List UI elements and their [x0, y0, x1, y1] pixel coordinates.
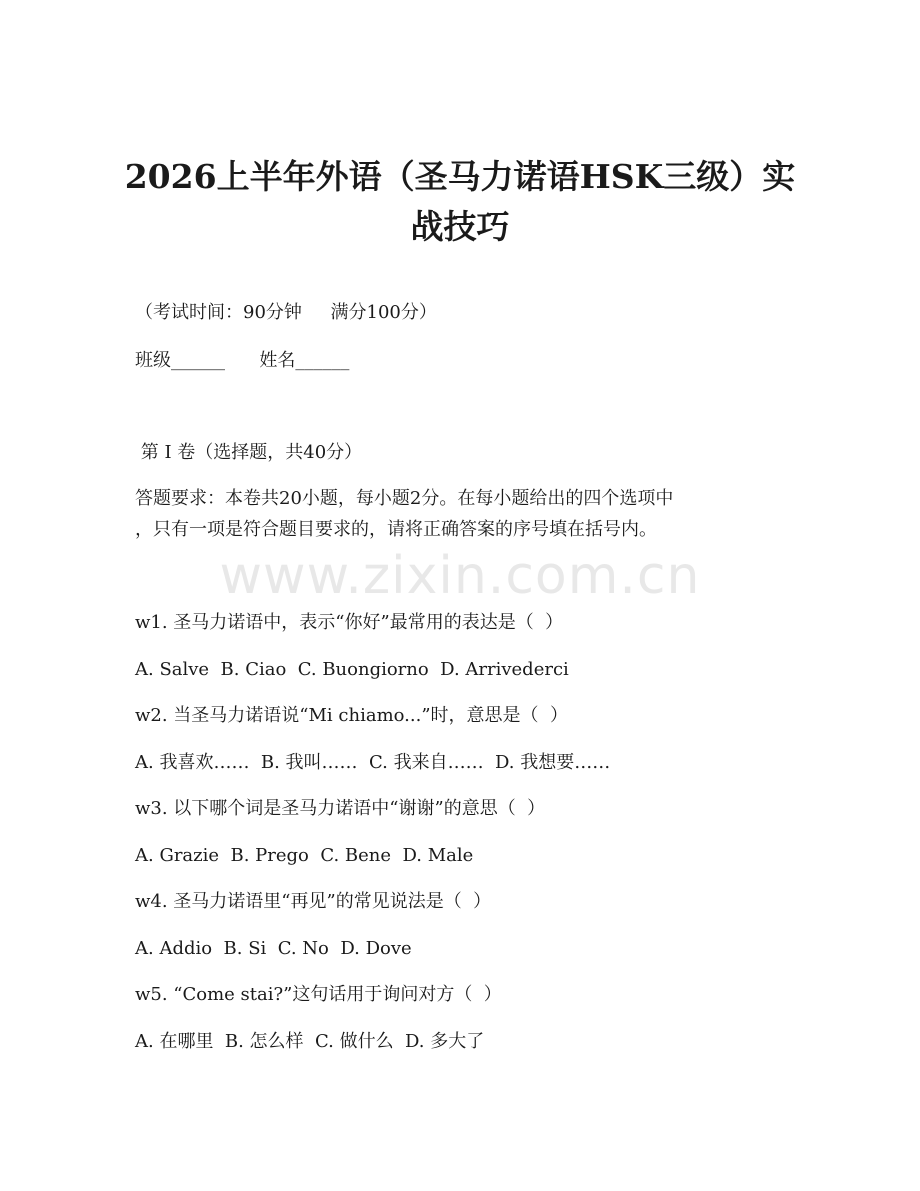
question-5-options: A. 在哪里 B. 怎么样 C. 做什么 D. 多大了 [135, 1031, 485, 1052]
question-3-options: A. Grazie B. Prego C. Bene D. Male [135, 845, 474, 866]
question-3: w3. 以下哪个词是圣马力诺语中“谢谢”的意思（ ） [135, 798, 546, 819]
question-2: w2. 当圣马力诺语说“Mi chiamo...”时，意思是（ ） [135, 705, 568, 726]
question-1-options: A. Salve B. Ciao C. Buongiorno D. Arrivederci [135, 659, 569, 680]
question-4-options: A. Addio B. Si C. No D. Dove [135, 938, 412, 959]
exam-info: （考试时间：90分钟 满分100分） [135, 302, 437, 323]
document-title-line-1: 2026上半年外语（圣马力诺语HSK三级）实 [124, 157, 796, 196]
question-2-options: A. 我喜欢…… B. 我叫…… C. 我来自…… D. 我想要…… [135, 752, 611, 773]
class-name-fields: 班级______ 姓名______ [135, 350, 350, 371]
question-4: w4. 圣马力诺语里“再见”的常见说法是（ ） [135, 891, 492, 912]
section-heading: 第 I 卷（选择题，共40分） [135, 442, 363, 463]
document-title-line-2: 战技巧 [410, 207, 510, 246]
question-1: w1. 圣马力诺语中，表示“你好”最常用的表达是（ ） [135, 612, 564, 633]
watermark: www.zixin.com.cn [219, 546, 701, 606]
question-5: w5. “Come stai?”这句话用于询问对方（ ） [135, 984, 502, 1005]
instructions-line-2: ，只有一项是符合题目要求的，请将正确答案的序号填在括号内。 [135, 519, 657, 540]
instructions-line-1: 答题要求：本卷共20小题，每小题2分。在每小题给出的四个选项中 [135, 488, 674, 509]
